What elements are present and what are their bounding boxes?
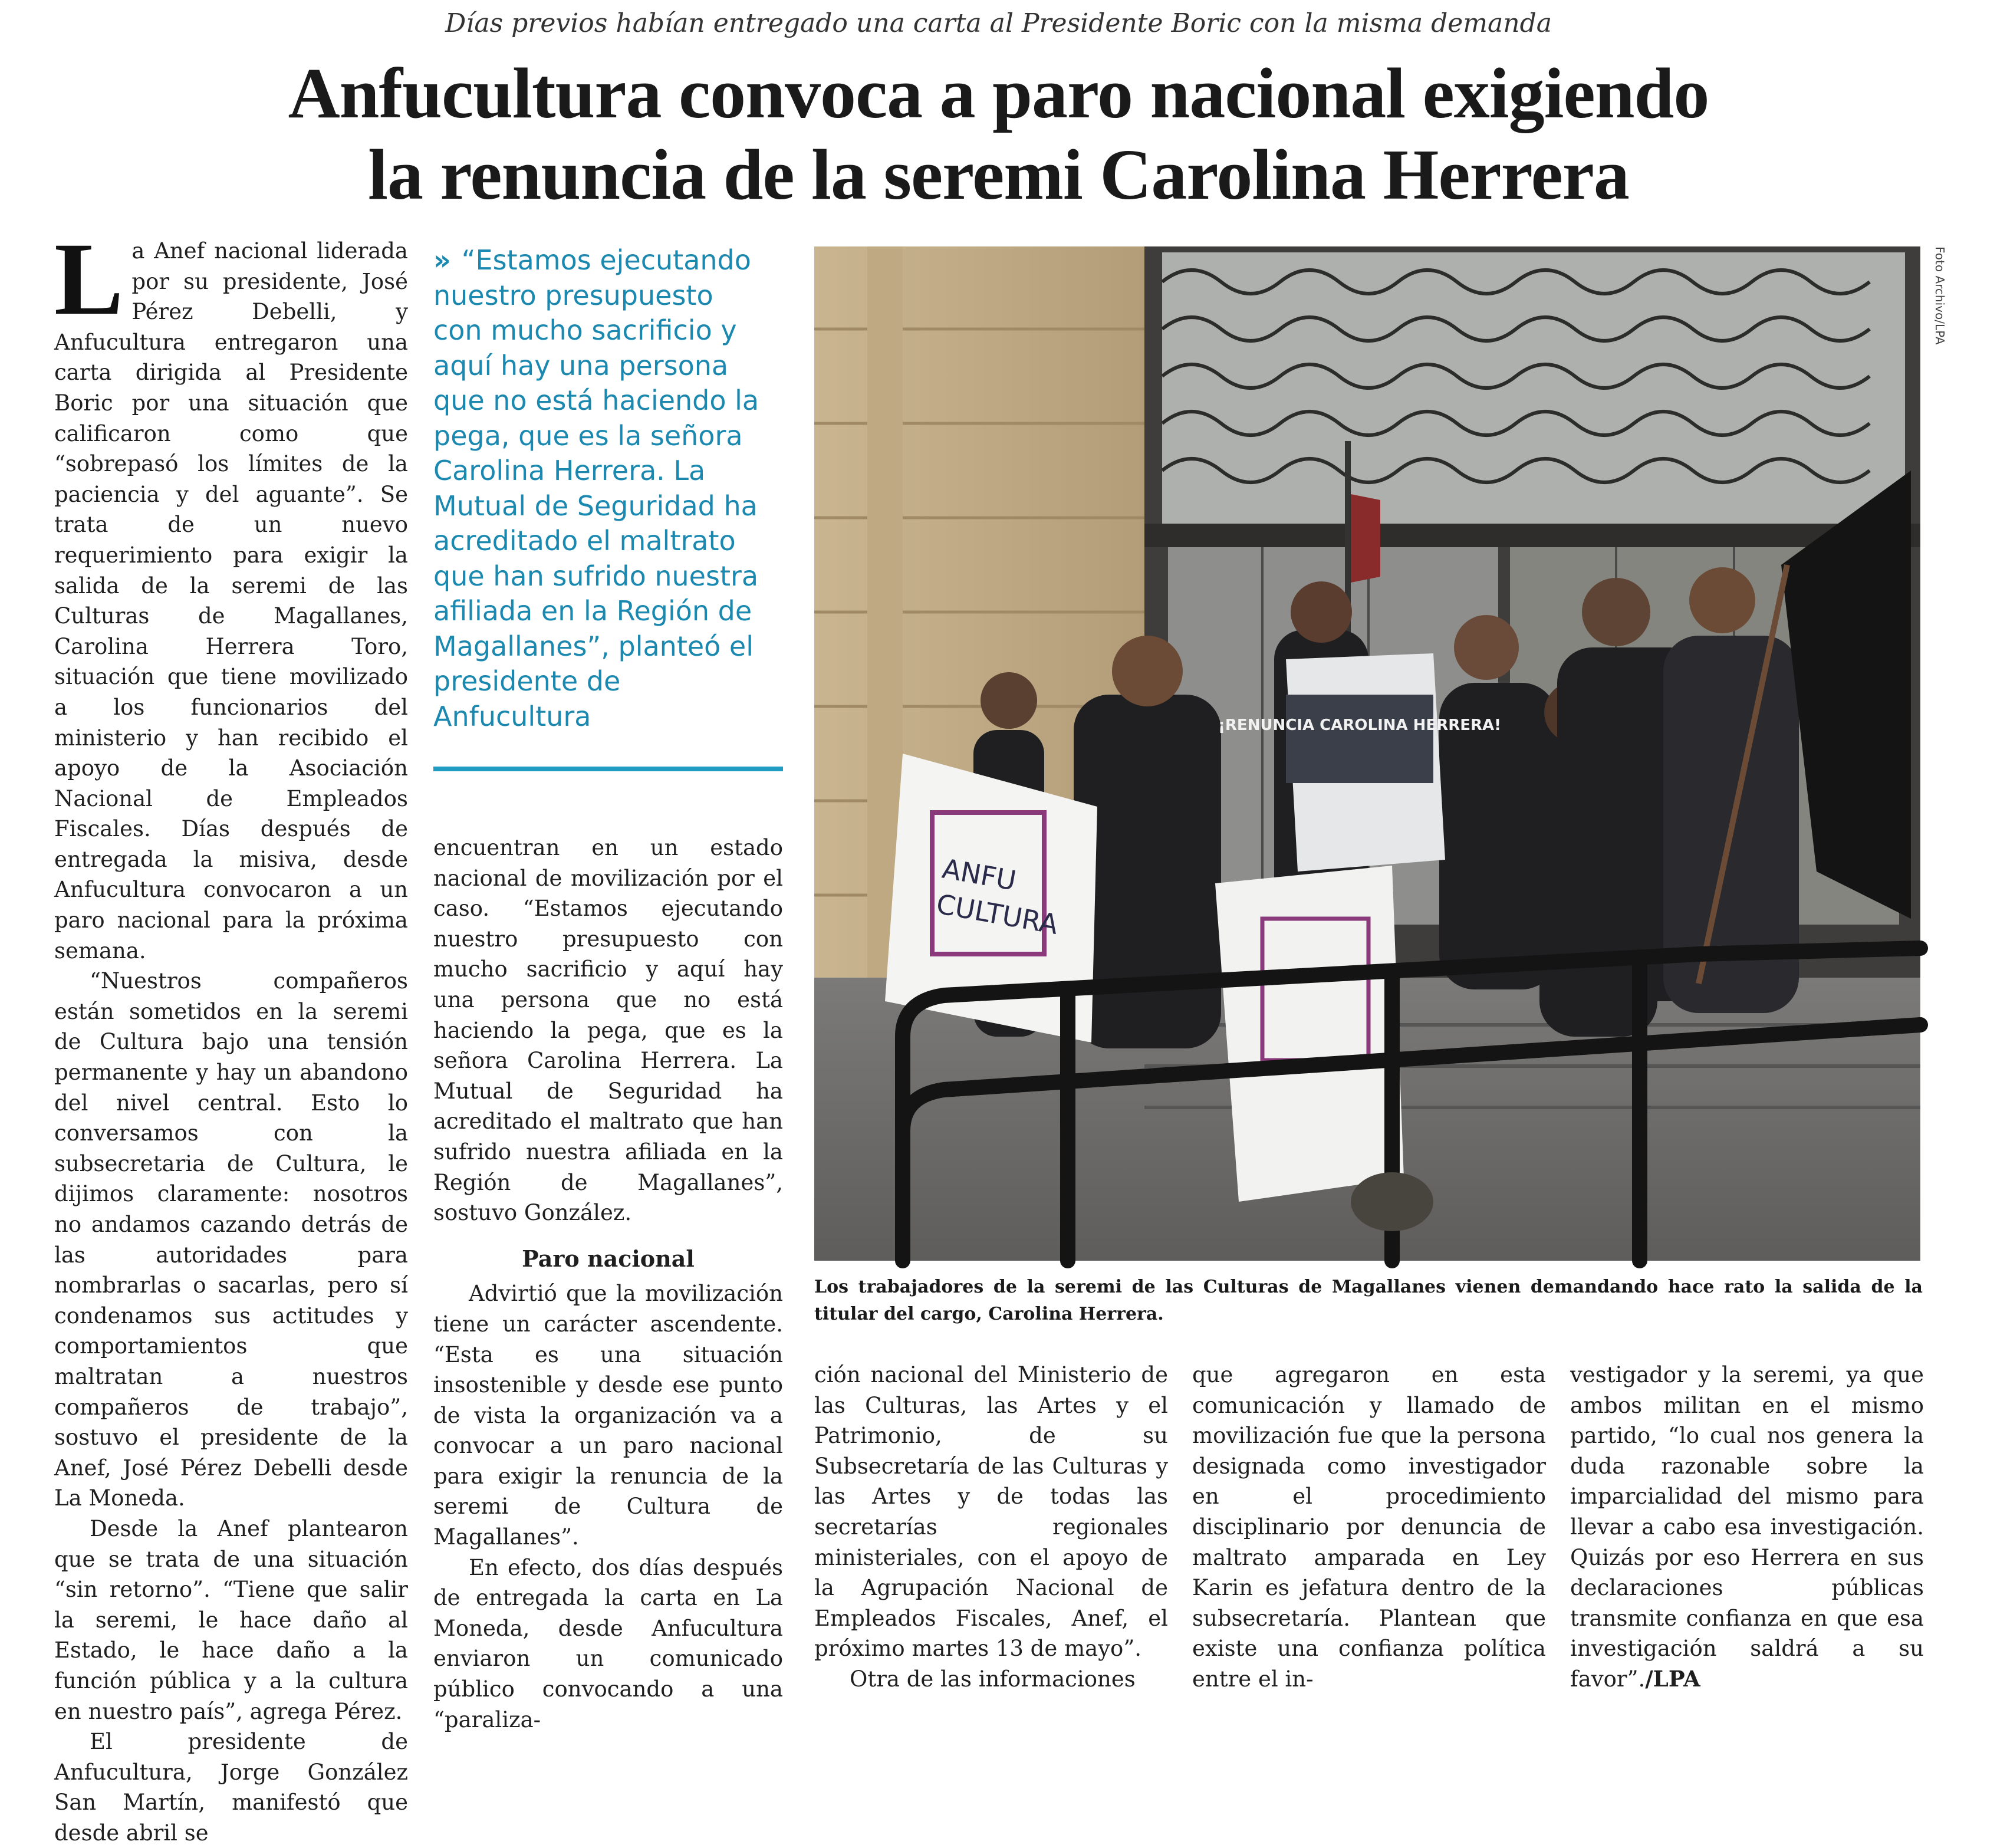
pull-quote-rule bbox=[433, 767, 783, 771]
photo-caption: Los trabajadores de la seremi de las Culturas de Magallanes vienen demandando hace rato la salida de la titular del cargo, Carolina Herrera. bbox=[814, 1277, 1923, 1324]
article-column-5 bbox=[1570, 1360, 1924, 1692]
author-signature: /LPA bbox=[1645, 1665, 1700, 1692]
pull-quote-text: “Estamos ejecutando nuestro presupuesto con mucho sacrificio y aquí hay una persona que no está haciendo la pega, que es la señora Carolina Herrera. La Mutual de Seguridad ha acreditado el maltrato que han sufrido nuestra afiliada en la Región de Magallanes”, planteó el presidente de Anfucultura bbox=[433, 244, 759, 732]
flag-text-1: ANFU bbox=[940, 852, 1019, 897]
kicker: Días previos habían entregado una carta al Presidente Boric con la misma demanda bbox=[445, 8, 1552, 38]
double-chevron-right-icon: » bbox=[433, 244, 451, 276]
paragraph: Desde la Anef plantearon que se trata de una situación “sin retorno”. “Tiene que salir la seremi, le hace daño al Estado, le hace daño a la función pública y a la cultura en nuestro país”, agrega Pérez. bbox=[54, 1515, 408, 1724]
article-column-4 bbox=[1192, 1360, 1546, 1692]
paragraph: En efecto, dos días después de entregada la carta en La Moneda, desde Anfucultura enviaron un comunicado público convocando a una “paraliza- bbox=[433, 1554, 783, 1732]
pull-quote bbox=[433, 243, 764, 734]
paragraph: Advirtió que la movilización tiene un carácter ascendente. “Esta es una situación insostenible y desde ese punto de vista la organización va a convocar a un paro nacional para exigir la renuncia de la seremi de Cultura de Magallanes”. bbox=[433, 1281, 783, 1550]
headline-line-2: la renuncia de la seremi Carolina Herrera bbox=[368, 135, 1629, 215]
paragraph: que agregaron en esta comunicación y llamado de movilización fue que la persona designada como investigador en el procedimiento disciplinario por denuncia de maltrato amparada en Ley Karin es jefatura dentro de la subsecretaría. Plantean que existe una confianza política entre el in- bbox=[1192, 1362, 1546, 1692]
paragraph: ción nacional del Ministerio de las Culturas, las Artes y el Patrimonio, de su Subsecretaría de las Culturas y las Artes y de todas las secretarías regionales ministeriales, con el apoyo de la Agrupación Nacional de Empleados Fiscales, Anef, el próximo martes 13 de mayo”. bbox=[814, 1362, 1168, 1662]
news-photo bbox=[814, 246, 1920, 1261]
paragraph-text: a Anef nacional liderada por su presidente, José Pérez Debelli, y Anfucultura entregaron una carta dirigida al Presidente Boric por una situación que calificaron como que “sobrepasó los límites de la paciencia y del aguante”. Se trata de un nuevo requerimiento para exigir la salida de la seremi de las Culturas de Magallanes, Carolina Herrera Toro, situación que tiene movilizado a los funcionarios del ministerio y han recibido el apoyo de la Asociación Nacional de Empleados Fiscales. Días después de entregada la misiva, desde Anfucultura convocaron a un paro nacional para la próxima semana. bbox=[54, 238, 408, 964]
banner-text: ¡RENUNCIA CAROLINA HERRERA! bbox=[1218, 716, 1502, 734]
article-column-1 bbox=[54, 222, 408, 1846]
headline-line-1: Anfucultura convoca a paro nacional exigiendo bbox=[288, 54, 1709, 133]
headline bbox=[88, 53, 1909, 216]
paragraph bbox=[1570, 1360, 1924, 1695]
section-subhead: Paro nacional bbox=[522, 1245, 695, 1272]
paragraph: encuentran en un estado nacional de movilización por el caso. “Estamos ejecutando nuestro presupuesto con mucho sacrificio y aquí hay una persona que no está haciendo la pega, que es la señora Carolina Herrera. La Mutual de Seguridad ha acreditado el maltrato que han sufrido nuestra afiliada en la Región de Magallanes”, sostuvo González. bbox=[433, 835, 783, 1226]
article-column-2 bbox=[433, 833, 783, 1732]
paragraph bbox=[54, 222, 408, 966]
paragraph: El presidente de Anfucultura, Jorge González San Martín, manifestó que desde abril se bbox=[54, 1729, 408, 1846]
drop-cap: L bbox=[54, 222, 124, 337]
paragraph: “Nuestros compañeros están sometidos en la seremi de Cultura bajo una tensión permanente y hay un abandono del nivel central. Esto lo conversamos con la subsecretaria de Cultura, le dijimos claramente: nosotros no andamos cazando detrás de las autoridades para nombrarlas o sacarlas, pero sí condenamos sus actitudes y comportamientos que maltratan a nuestros compañeros de trabajo”, sostuvo el presidente de la Anef, José Pérez Debelli desde La Moneda. bbox=[54, 968, 408, 1511]
paragraph: Otra de las informaciones bbox=[850, 1666, 1136, 1692]
article-column-3 bbox=[814, 1360, 1168, 1692]
photo-credit: Foto Archivo/LPA bbox=[1933, 246, 1947, 345]
paragraph-text: vestigador y la seremi, ya que ambos militan en el mismo partido, “lo cual nos genera la duda razonable sobre la imparcialidad del mismo para llevar a cabo esa investigación. Quizás por eso Herrera en sus declaraciones públicas transmite confianza en que esa investigación saldrá a su favor”. bbox=[1570, 1362, 1924, 1692]
flag-text-2: CULTURA bbox=[934, 887, 1061, 941]
